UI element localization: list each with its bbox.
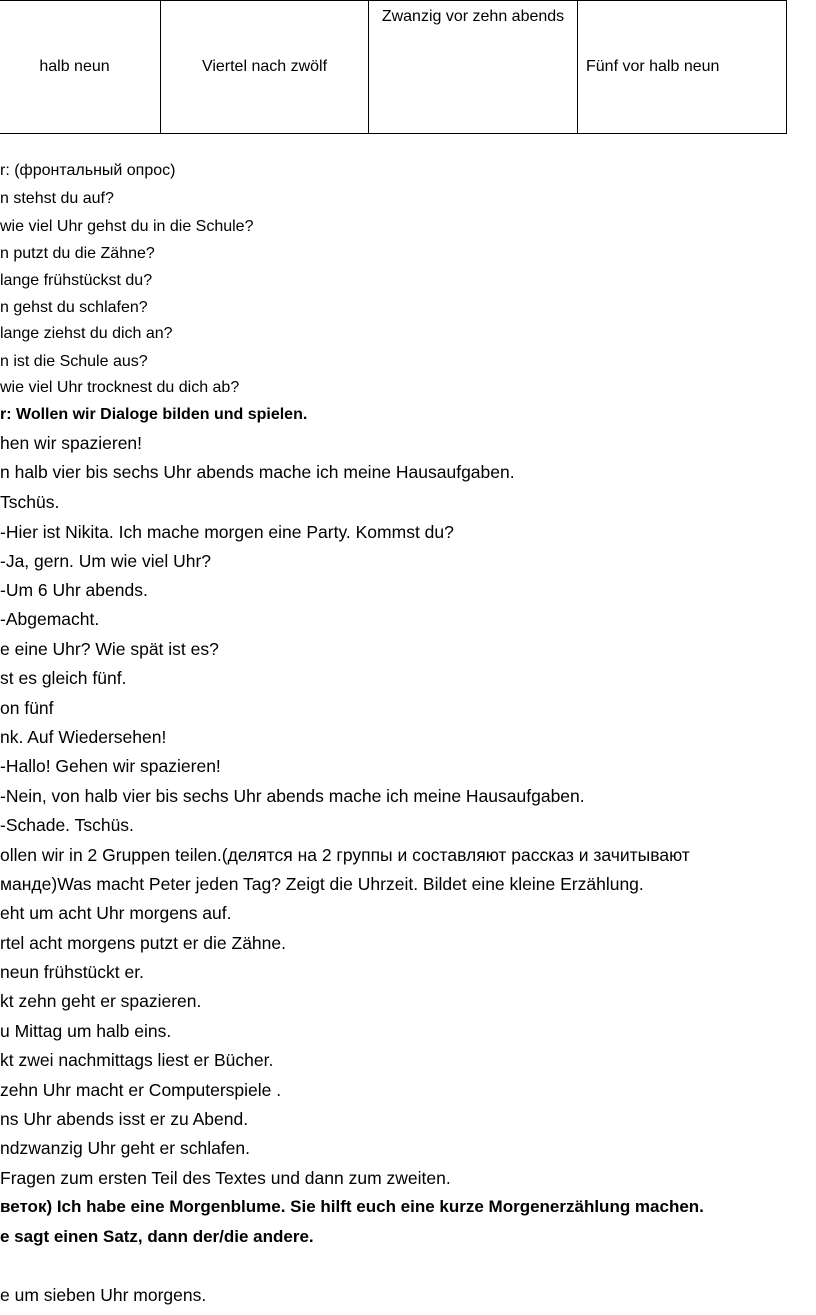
text-line: -Hallo! Gehen wir spazieren!: [0, 756, 221, 776]
text-line: r: (фронтальный опрос): [0, 162, 176, 179]
table-cell: halb neun: [0, 1, 161, 134]
text-line: eht um acht Uhr morgens auf.: [0, 903, 232, 923]
table-row: [0, 1, 787, 134]
text-line: -Nein, von halb vier bis sechs Uhr abends mache ich meine Hausaufgaben.: [0, 786, 585, 806]
text-line: n ist die Schule aus?: [0, 353, 148, 370]
text-line: -Ja, gern. Um wie viel Uhr?: [0, 551, 212, 571]
text-line: neun frühstückt er.: [0, 962, 144, 982]
text-line: st es gleich fünf.: [0, 668, 127, 688]
text-line: rtel acht morgens putzt er die Zähne.: [0, 933, 286, 953]
text-line: nk. Auf Wiedersehen!: [0, 727, 167, 747]
text-line: lange frühstückst du?: [0, 272, 153, 289]
text-line: lange ziehst du dich an?: [0, 325, 173, 342]
time-table: [0, 0, 787, 134]
table-cell: Zwanzig vor zehn abends: [369, 1, 578, 134]
text-line: kt zwei nachmittags liest er Bücher.: [0, 1050, 274, 1070]
section-heading: веток) Ich habe eine Morgenblume. Sie hilft euch eine kurze Morgenerzählung machen.: [0, 1197, 704, 1216]
text-line: u Mittag um halb eins.: [0, 1021, 172, 1041]
table-cell: Fünf vor halb neun: [578, 1, 787, 134]
text-line: Tschüs.: [0, 492, 60, 512]
text-line: манде)Was macht Peter jeden Tag? Zeigt die Uhrzeit. Bildet eine kleine Erzählung.: [0, 874, 644, 894]
text-line: ndzwanzig Uhr geht er schlafen.: [0, 1138, 250, 1158]
text-line: wie viel Uhr trocknest du dich ab?: [0, 379, 240, 396]
text-line: n stehst du auf?: [0, 190, 114, 207]
text-line: on fünf: [0, 698, 54, 718]
text-line: zehn Uhr macht er Computerspiele .: [0, 1080, 282, 1100]
text-line: n gehst du schlafen?: [0, 299, 148, 316]
text-line: Fragen zum ersten Teil des Textes und dann zum zweiten.: [0, 1168, 451, 1188]
section-heading: r: Wollen wir Dialoge bilden und spielen.: [0, 406, 308, 423]
text-line: -Hier ist Nikita. Ich mache morgen eine Party. Kommst du?: [0, 522, 454, 542]
text-line: n halb vier bis sechs Uhr abends mache ich meine Hausaufgaben.: [0, 462, 515, 482]
text-line: hen wir spazieren!: [0, 433, 143, 453]
text-line: -Um 6 Uhr abends.: [0, 580, 148, 600]
text-line: ollen wir in 2 Gruppen teilen.(делятся на 2 группы и составляют рассказ и зачитывают: [0, 845, 690, 865]
text-line: n putzt du die Zähne?: [0, 245, 155, 262]
text-line: e sagt einen Satz, dann der/die andere.: [0, 1227, 314, 1246]
text-line: e um sieben Uhr morgens.: [0, 1285, 207, 1305]
text-line: -Abgemacht.: [0, 609, 100, 629]
text-line: e eine Uhr? Wie spät ist es?: [0, 639, 219, 659]
table-cell: Viertel nach zwölf: [161, 1, 369, 134]
text-line: ns Uhr abends isst er zu Abend.: [0, 1109, 249, 1129]
text-line: -Schade. Tschüs.: [0, 815, 134, 835]
text-line: wie viel Uhr gehst du in die Schule?: [0, 218, 254, 235]
text-line: kt zehn geht er spazieren.: [0, 991, 202, 1011]
